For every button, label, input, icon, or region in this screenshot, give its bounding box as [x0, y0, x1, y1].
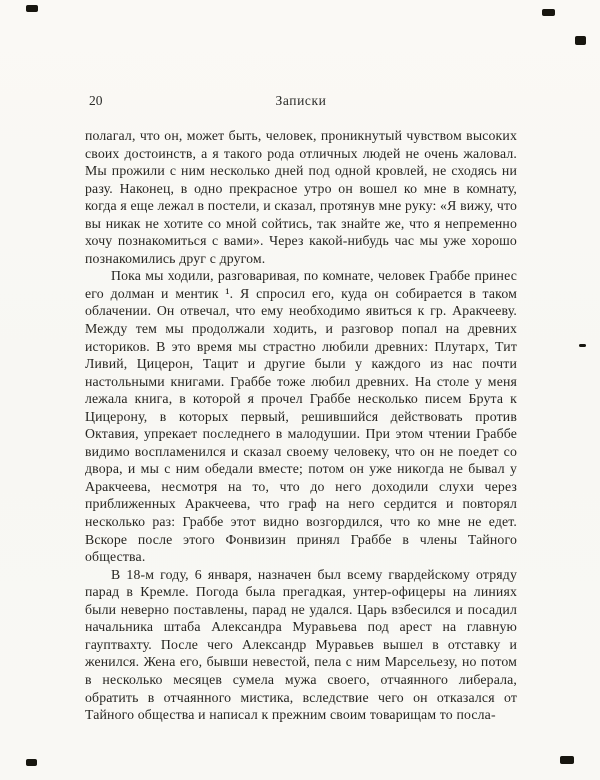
- paragraph-continuation: полагал, что он, может быть, человек, проникнутый чувством высоких своих достоинств, а я такого рода отличных людей не очень жаловал. Мы прожили с ним несколько дней под одной кровлей, не сходясь ни разу. Наконец, в одно прекрасное утро он вошел ко мне в комнату, когда я еще лежал в постели, и сказал, протянув мне руку: «Я вижу, что вы никак не хотите со мной сойтись, так знайте же, что я непременно хочу познакомиться с вами». Через какой-нибудь час мы уже хорошо познакомились друг с другом.: [85, 128, 517, 266]
- scan-artifact-bottom-right: [560, 756, 574, 764]
- scan-artifact-bottom-left: [26, 759, 37, 766]
- scan-artifact-top-left: [26, 5, 38, 12]
- text-block: [85, 127, 517, 724]
- scan-artifact-top-right: [542, 9, 555, 16]
- page-number: 20: [89, 93, 103, 108]
- paragraph: В 18-м году, 6 января, назначен был всему гвардейскому отряду парад в Кремле. Погода была прегадкая, унтер-офицеры на линиях были неверно поставлены, парад не удался. Царь взбесился и посадил начальника штаба Александра Муравьева под арест на главную гауптвахту. После чего Александр Муравьев вышел в отставку и женился. Жена его, бывши невестой, пела с ним Марсельезу, но потом в несколько месяцев сумела мужа своего, отчаянного либерала, обратить в отчаянного мистика, вследствие чего он отказался от Тайного общества и написал к прежним своим товарищам то посла-: [85, 566, 517, 723]
- scan-artifact-right-upper: [575, 36, 586, 45]
- running-header: Записки: [275, 93, 327, 108]
- paragraph: Пока мы ходили, разговаривая, по комнате, человек Граббе принес его долман и ментик ¹. Я спросил его, куда он собирается в таком облачении. Он отвечал, что ему необходимо явиться к гр. Аракчееву. Между тем мы продолжали ходить, и разговор попал на древних историков. В это время мы страстно любили древних: Плутарх, Тит Ливий, Цицерон, Тацит и другие были у каждого из нас почти настольными книгами. Граббе тоже любил древних. На столе у меня лежала книга, в которой я прочел Граббе несколько писем Брута к Цицерону, в которых первый, решившийся действовать против Октавия, упрекает последнего в малодушии. При этом чтении Граббе видимо воспламенился и сказал своему человеку, что он не поедет со двора, и мы с ним обедали вместе; потом он уже никогда не бывал у Аракчеева, несмотря на то, что до него доходили слухи через приближенных Аракчеева, что граф на него сердится и повторял несколько раз: Граббе этот видно возгордился, что ко мне не едет. Вскоре после этого Фонвизин принял Граббе в члены Тайного общества.: [85, 268, 517, 565]
- scan-artifact-right-middle: [579, 344, 586, 347]
- page-header: [85, 93, 517, 111]
